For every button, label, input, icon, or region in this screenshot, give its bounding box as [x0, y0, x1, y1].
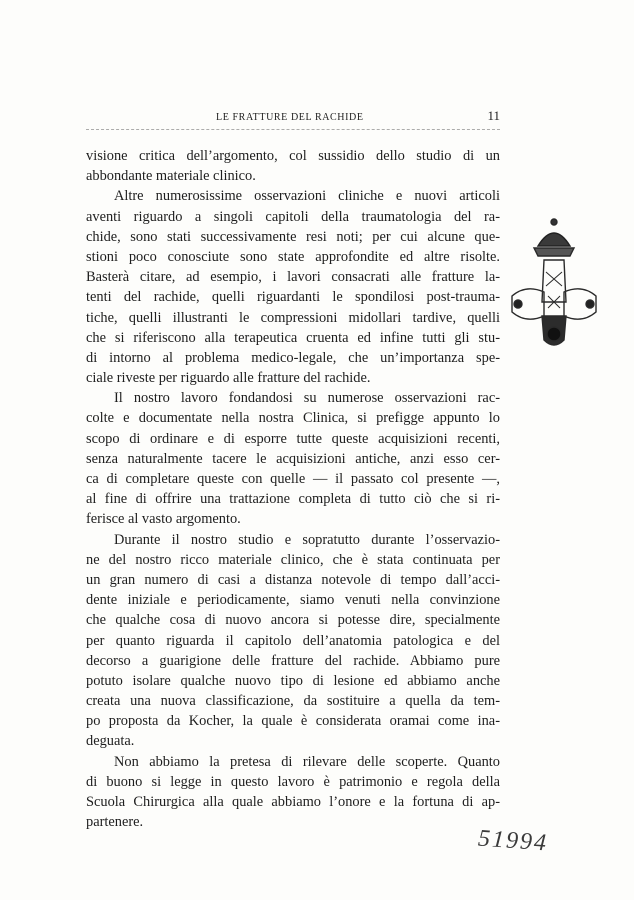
- text-line: partenere.: [86, 814, 144, 831]
- text-line: che si riferiscono alla terapeutica cruenta ed infine tutti gli stu-: [86, 329, 500, 346]
- text-line: tiche, quelli illustranti le compressioni midollari tardive, quelli: [86, 309, 500, 326]
- text-line: chide, sono stati successivamente resi noti; per cui alcune que-: [86, 228, 500, 245]
- text-line: po proposta da Kocher, la quale è considerata oramai come ina-: [86, 713, 500, 730]
- text-line: creata una nuova classificazione, da sostituire a quella da tem-: [86, 693, 500, 710]
- text-line: visione critica dell’argomento, col sussidio dello studio di un: [86, 148, 500, 164]
- text-line: di buono si legge in questo lavoro è patrimonio e regola della: [86, 773, 500, 790]
- text-line: senza naturalmente tacere le acquisizioni antiche, anzi esso cer-: [86, 450, 500, 467]
- text-line: abbondante materiale clinico.: [86, 168, 256, 185]
- text-line: che qualche cosa di nuovo ancora si potesse dire, specialmente: [86, 612, 500, 629]
- library-stamp-icon: [504, 212, 604, 364]
- text-line: ferisce al vasto argomento.: [86, 511, 241, 528]
- text-line: un gran numero di casi a distanza notevole di tempo dall’acci-: [86, 571, 500, 588]
- text-line: aventi riguardo a singoli capitoli della traumatologia del ra-: [86, 208, 500, 225]
- inventory-number: 51994: [477, 825, 549, 857]
- text-line: decorso a guarigione delle fratture del rachide. Abbiamo pure: [86, 652, 500, 669]
- text-line: Altre numerosissime osservazioni cliniche e nuovi articoli: [114, 188, 500, 205]
- text-line: Scuola Chirurgica alla quale abbiamo l’onore e la fortuna di ap-: [86, 794, 500, 810]
- header-rule: [86, 129, 500, 130]
- text-line: colte e documentate nella nostra Clinica, si prefigge appunto lo: [86, 410, 500, 427]
- text-line: al fine di offrire una trattazione completa di tutto ciò che si ri-: [86, 491, 500, 508]
- text-line: Basterà citare, ad esempio, i lavori consacrati alle fratture la-: [86, 269, 500, 286]
- text-line: tenti del rachide, quelli riguardanti le spondilosi post-trauma-: [86, 289, 500, 306]
- text-line: ne del nostro ricco materiale clinico, che è stata continuata per: [86, 551, 500, 568]
- text-line: dente iniziale e periodicamente, siamo venuti nella convinzione: [86, 592, 500, 609]
- text-line: ca di completare queste con quelle — il passato col presente —,: [86, 471, 500, 487]
- text-line: scopo di ordinare e di esporre tutte queste acquisizioni recenti,: [86, 430, 500, 447]
- body-text: [86, 146, 500, 832]
- text-line: ciale riveste per riguardo alle fratture del rachide.: [86, 370, 371, 387]
- text-line: di intorno al problema medico-legale, che un’importanza spe-: [86, 349, 500, 366]
- page-number: 11: [487, 108, 500, 123]
- text-line: stioni poco conosciute sono state approfondite ed altre risolte.: [86, 248, 500, 265]
- text-line: deguata.: [86, 733, 135, 750]
- page-header: [86, 108, 500, 130]
- text-line: potuto isolare qualche nuovo tipo di lesione ed abbiamo anche: [86, 672, 500, 689]
- text-line: Non abbiamo la pretesa di rilevare delle scoperte. Quanto: [114, 753, 500, 770]
- text-line: Durante il nostro studio e sopratutto durante l’osservazio-: [114, 531, 500, 548]
- running-title: LE FRATTURE DEL RACHIDE: [216, 112, 364, 123]
- text-line: per quanto riguarda il capitolo dell’anatomia patologica e del: [86, 632, 500, 649]
- text-line: Il nostro lavoro fondandosi su numerose osservazioni rac-: [114, 390, 500, 407]
